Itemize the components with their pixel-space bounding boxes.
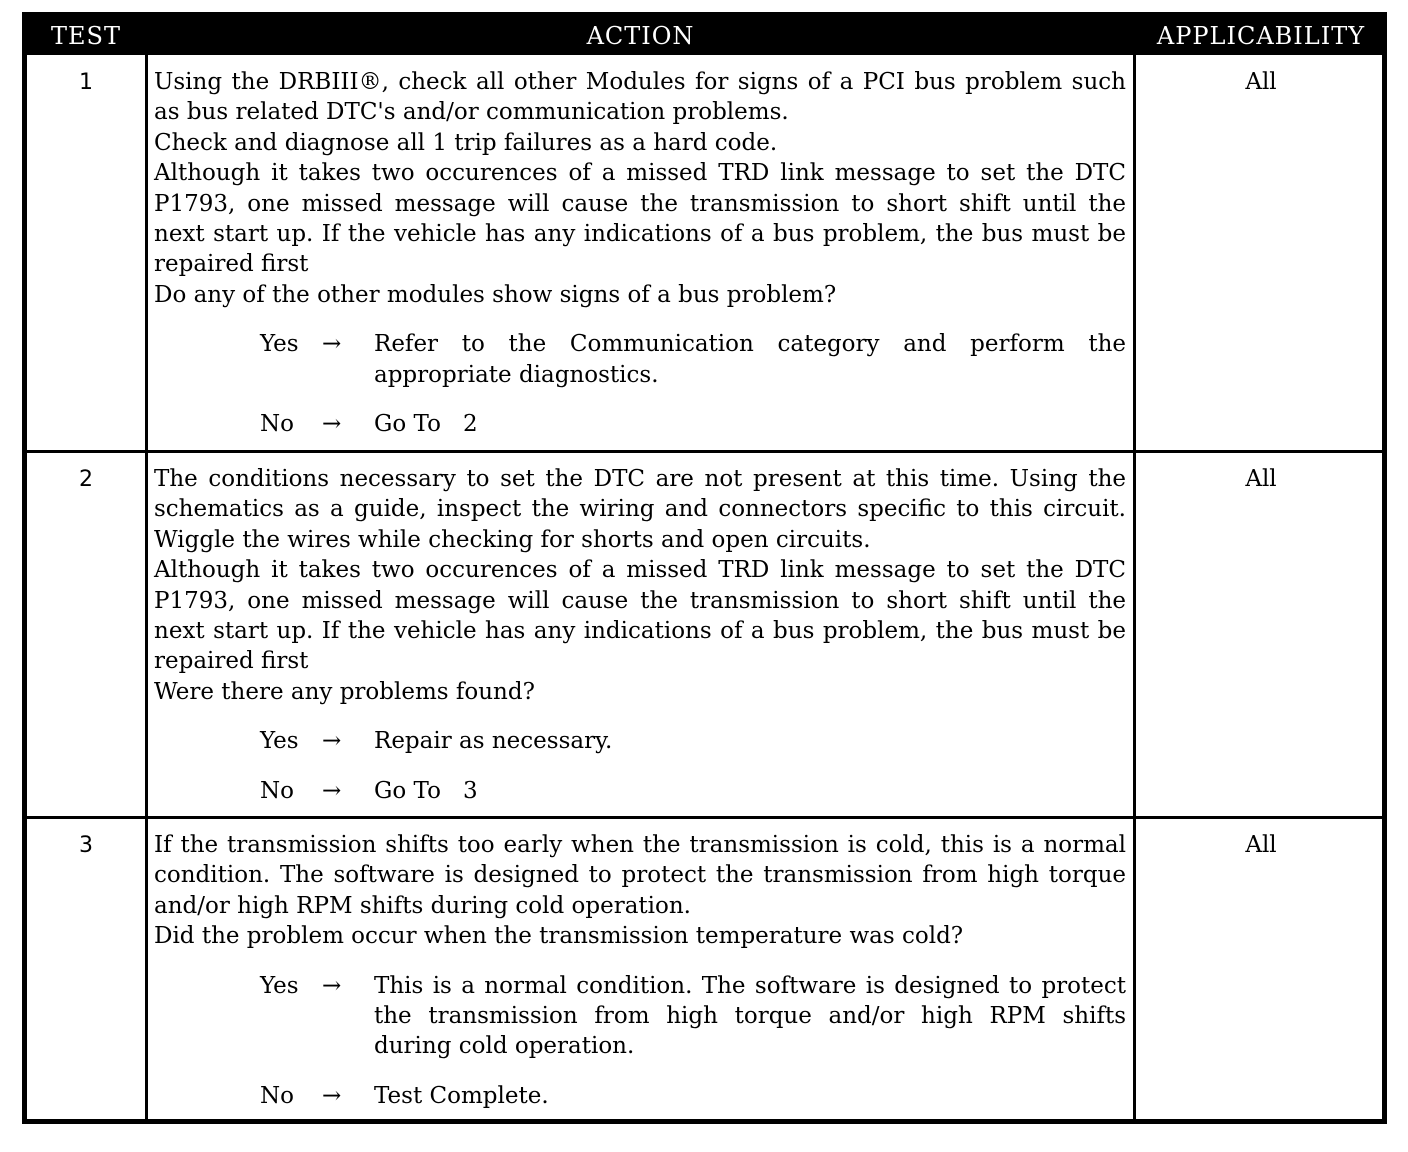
yes-result: Refer to the Communication category and perform the appropriate diagnostics. [374, 331, 1126, 388]
arrow-icon: → [322, 331, 342, 358]
arrow-icon: → [322, 777, 342, 804]
action-paragraph: Although it takes two occurences of a missed TRD link message to set the DTC P1793, one missed message will cause the transmission to short shift until the next start up. If the vehicle has any indications of a bus problem, the bus must be repaired first [154, 160, 1126, 278]
action-paragraph: Check and diagnose all 1 trip failures as a hard code. [154, 129, 778, 156]
no-result: Test Complete. [374, 1082, 549, 1109]
action-cell [154, 464, 1126, 806]
goto-test-number: 2 [462, 411, 478, 438]
action-paragraph: Did the problem occur when the transmission temperature was cold? [154, 923, 964, 950]
row-divider [27, 816, 1382, 819]
yes-label: Yes [260, 331, 299, 358]
no-result: Go To [374, 777, 441, 804]
no-answer [154, 409, 1126, 439]
action-paragraph: The conditions necessary to set the DTC are not present at this time. Using the schematics as a guide, inspect the wiring and connectors specific to this circuit. Wiggle the wires while checking for shorts and open circuits. [154, 466, 1126, 553]
no-answer [154, 776, 1126, 806]
yes-answer [154, 971, 1126, 1062]
header-test: TEST [51, 22, 121, 50]
yes-answer [154, 726, 1126, 756]
action-cell [154, 67, 1126, 439]
yes-result: This is a normal condition. The software is designed to protect the transmission from high torque and/or high RPM shifts during cold operation. [374, 972, 1126, 1060]
action-cell [154, 830, 1126, 1111]
applicability-value: All [1245, 832, 1277, 858]
no-label: No [260, 411, 294, 438]
test-number: 2 [79, 467, 93, 492]
arrow-icon: → [322, 1082, 342, 1109]
row-divider [27, 450, 1382, 453]
no-answer [154, 1081, 1126, 1111]
test-number: 1 [79, 70, 93, 95]
applicability-value: All [1245, 69, 1277, 95]
diagnostic-table [22, 12, 1387, 1124]
arrow-icon: → [322, 972, 342, 999]
header-action: ACTION [586, 22, 695, 50]
test-number: 3 [79, 833, 93, 858]
action-paragraph: Using the DRBIII®, check all other Modules for signs of a PCI bus problem such as bus related DTC's and/or communication problems. [154, 69, 1126, 126]
table-header [27, 17, 1382, 55]
action-paragraph: Do any of the other modules show signs of a bus problem? [154, 281, 837, 308]
yes-label: Yes [260, 972, 299, 999]
header-applicability: APPLICABILITY [1156, 22, 1366, 50]
applicability-value: All [1245, 466, 1277, 492]
yes-result: Repair as necessary. [374, 728, 613, 755]
arrow-icon: → [322, 728, 342, 755]
action-paragraph: Although it takes two occurences of a missed TRD link message to set the DTC P1793, one missed message will cause the transmission to short shift until the next start up. If the vehicle has any indications of a bus problem, the bus must be repaired first [154, 557, 1126, 675]
yes-label: Yes [260, 728, 299, 755]
column-divider [1133, 17, 1136, 1119]
goto-test-number: 3 [462, 777, 478, 804]
no-label: No [260, 1082, 294, 1109]
action-paragraph: If the transmission shifts too early when the transmission is cold, this is a normal condition. The software is designed to protect the transmission from high torque and/or high RPM shifts during cold operation. [154, 832, 1126, 919]
no-result: Go To [374, 411, 441, 438]
column-divider [145, 17, 148, 1119]
yes-answer [154, 329, 1126, 390]
no-label: No [260, 777, 294, 804]
action-paragraph: Were there any problems found? [154, 678, 535, 705]
arrow-icon: → [322, 411, 342, 438]
